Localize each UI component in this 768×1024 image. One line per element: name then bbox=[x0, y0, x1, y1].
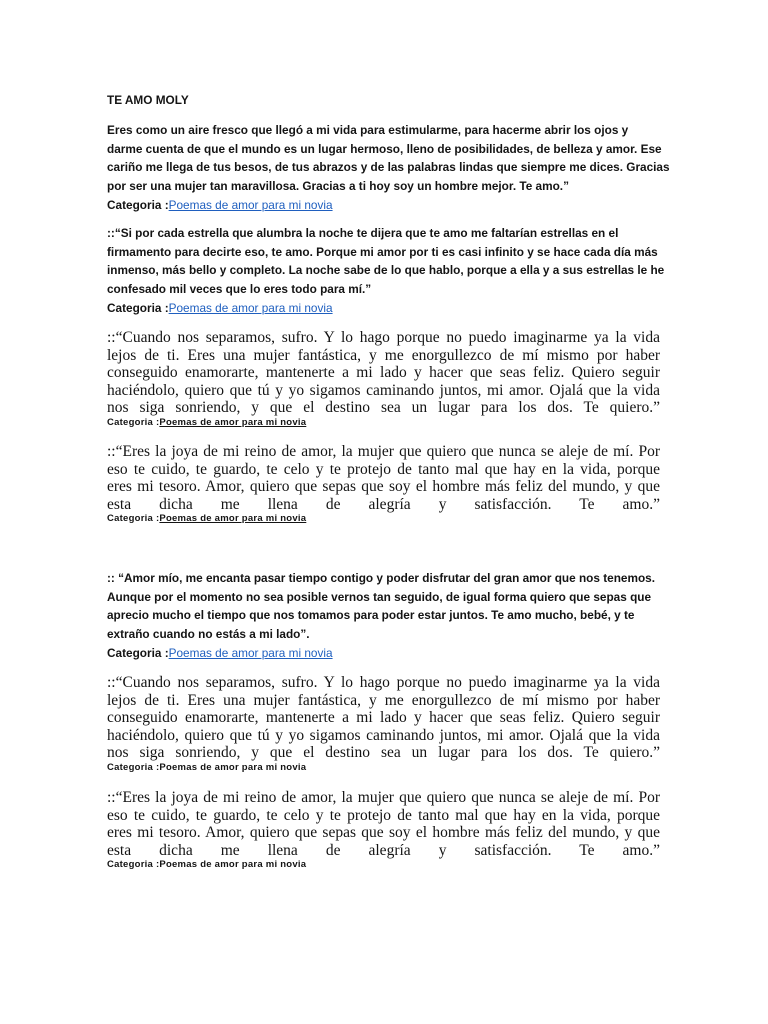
paragraph-line: conseguido enamorarte, mantenerte a mi lado y hacer que seas feliz. Quiero seguir bbox=[107, 709, 660, 727]
paragraph-line: ::“Eres la joya de mi reino de amor, la mujer que quiero que nunca se aleje de mí. Por bbox=[107, 443, 660, 460]
paragraph-line: lejos de ti. Eres una mujer fantástica, y me enorgullezco de mí mismo por haber bbox=[107, 691, 660, 709]
poem-block bbox=[107, 224, 665, 318]
poem-block bbox=[107, 329, 660, 429]
category-row bbox=[107, 513, 660, 525]
poem-block bbox=[107, 789, 660, 871]
category-label: Categoria : bbox=[107, 300, 169, 315]
paragraph-line: Aunque por el momento no sea posible vernos tan seguido, de igual forma quiero que sepas que bbox=[107, 589, 652, 604]
category-label: Categoria : bbox=[107, 645, 169, 660]
poem-block bbox=[107, 674, 660, 774]
category-label: Categoria : bbox=[107, 761, 160, 773]
category-row bbox=[107, 762, 660, 774]
category-link[interactable]: Poemas de amor para mi novia bbox=[159, 761, 307, 773]
category-label: Categoria : bbox=[107, 859, 160, 871]
paragraph-line: nos siga sonriendo, y que el destino sea un lugar para los dos. Te quiero.” bbox=[107, 399, 660, 417]
paragraph-line: aprecio mucho el tiempo que nos tomamos para poder estar juntos. Te amo mucho, bebé, y te bbox=[107, 608, 635, 623]
paragraph-line: eso te cuido, te guardo, te celo y te protejo de tanto mal que hay en la vida, porque bbox=[107, 806, 660, 824]
paragraph-line: haciéndolo, quiero que tú y yo sigamos caminando juntos, mi amor. Ojalá que la vida bbox=[107, 726, 660, 744]
paragraph-line: ::“Cuando nos separamos, sufro. Y lo hago porque no puedo imaginarme ya la vida bbox=[107, 329, 660, 346]
document-title: TE AMO MOLY bbox=[107, 93, 189, 107]
poem-block bbox=[107, 569, 660, 663]
paragraph-line: esta dicha me llena de alegría y satisfacción. Te amo.” bbox=[107, 841, 660, 859]
paragraph-line: Eres como un aire fresco que llegó a mi vida para estimularme, para hacerme abrir los ojos y bbox=[107, 123, 629, 137]
paragraph-line: haciéndolo, quiero que tú y yo sigamos caminando juntos, mi amor. Ojalá que la vida bbox=[107, 381, 660, 399]
paragraph-line: esta dicha me llena de alegría y satisfacción. Te amo.” bbox=[107, 495, 660, 513]
paragraph-line: ::“Eres la joya de mi reino de amor, la mujer que quiero que nunca se aleje de mí. Por bbox=[107, 789, 660, 806]
paragraph-line: firmamento para decirte eso, te amo. Porque mi amor por ti es casi infinito y se hace cada día más bbox=[107, 244, 658, 259]
category-link[interactable]: Poemas de amor para mi novia bbox=[159, 859, 307, 871]
category-link[interactable]: Poemas de amor para mi novia bbox=[159, 416, 307, 428]
paragraph-line: conseguido enamorarte, mantenerte a mi lado y hacer que seas feliz. Quiero seguir bbox=[107, 364, 660, 382]
paragraph-line: nos siga sonriendo, y que el destino sea un lugar para los dos. Te quiero.” bbox=[107, 744, 660, 762]
paragraph-line: ::“Si por cada estrella que alumbra la noche te dijera que te amo me faltarían estrellas en el bbox=[107, 226, 619, 240]
poem-block bbox=[107, 121, 670, 215]
paragraph-line: eso te cuido, te guardo, te celo y te protejo de tanto mal que hay en la vida, porque bbox=[107, 460, 660, 478]
category-row bbox=[107, 299, 660, 318]
paragraph-line: extraño cuando no estás a mi lado”. bbox=[107, 627, 310, 642]
paragraph-line: darme cuenta de que el mundo es un lugar hermoso, lleno de posibilidades, de belleza y amor. Ese bbox=[107, 141, 662, 156]
paragraph-line: por ser una mujer tan maravillosa. Gracias a ti hoy soy un hombre mejor. Te amo.” bbox=[107, 179, 569, 194]
paragraph-line: inmenso, más bello y completo. La noche sabe de lo que hablo, porque a ella y a sus estrellas le he bbox=[107, 263, 665, 278]
poem-block bbox=[107, 443, 660, 525]
category-link[interactable]: Poemas de amor para mi novia bbox=[159, 513, 307, 525]
category-label: Categoria : bbox=[107, 197, 169, 212]
paragraph-line: confesado mil veces que lo eres todo para mí.” bbox=[107, 282, 372, 297]
paragraph-line: ::“Cuando nos separamos, sufro. Y lo hago porque no puedo imaginarme ya la vida bbox=[107, 674, 660, 691]
category-row bbox=[107, 859, 660, 871]
category-link[interactable]: Poemas de amor para mi novia bbox=[168, 645, 333, 660]
paragraph-line: cariño me llega de tus besos, de tus abrazos y de las palabras lindas que siempre me dices. Gracias bbox=[107, 160, 670, 175]
category-row bbox=[107, 417, 660, 429]
paragraph-line: eres mi tesoro. Amor, quiero que sepas que soy el hombre más feliz del mundo, y que bbox=[107, 478, 660, 496]
paragraph-line: lejos de ti. Eres una mujer fantástica, y me enorgullezco de mí mismo por haber bbox=[107, 346, 660, 364]
paragraph-line: eres mi tesoro. Amor, quiero que sepas que soy el hombre más feliz del mundo, y que bbox=[107, 824, 660, 842]
category-label: Categoria : bbox=[107, 513, 160, 525]
category-link[interactable]: Poemas de amor para mi novia bbox=[168, 197, 333, 212]
category-link[interactable]: Poemas de amor para mi novia bbox=[168, 300, 333, 315]
category-label: Categoria : bbox=[107, 416, 160, 428]
category-row bbox=[107, 196, 660, 215]
paragraph-line: :: “Amor mío, me encanta pasar tiempo contigo y poder disfrutar del gran amor que nos tenemos. bbox=[107, 571, 655, 585]
category-row bbox=[107, 644, 660, 663]
